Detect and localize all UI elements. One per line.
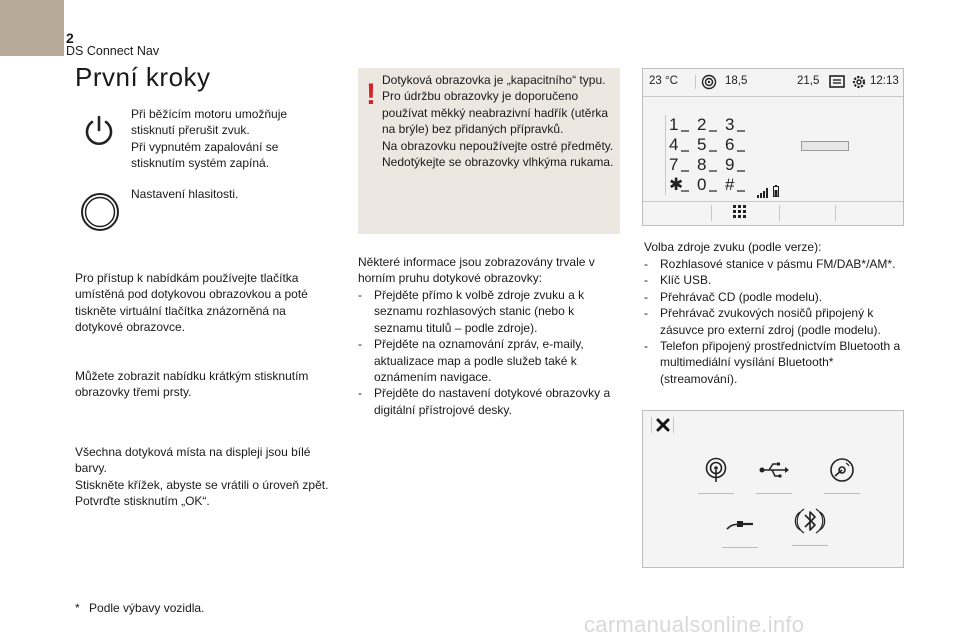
dial-key[interactable]: 0 — [697, 175, 707, 194]
dial-key[interactable]: 5 — [697, 135, 707, 154]
bottom-bar-divider — [711, 205, 712, 221]
cd-icon — [825, 453, 859, 487]
status-divider — [695, 75, 696, 89]
dial-key[interactable]: 4 — [669, 135, 679, 154]
dial-key[interactable]: 9 — [725, 155, 735, 174]
source-cd[interactable] — [821, 453, 863, 497]
page-title: První kroky — [75, 62, 211, 92]
list-item: - Rozhlasové stanice v pásmu FM/DAB*/AM*. — [644, 256, 906, 272]
volume-text: Nastavení hlasitosti. — [131, 187, 239, 201]
battery-icon — [773, 184, 779, 196]
temperature-left[interactable]: 23 °C — [649, 75, 678, 87]
source-underline — [756, 493, 792, 494]
header-divider — [673, 417, 674, 433]
source-underline — [824, 493, 860, 494]
dial-key[interactable]: 6 — [725, 135, 735, 154]
list-item: - Přehrávač CD (podle modelu). — [644, 289, 906, 305]
page-number: 2 — [66, 30, 74, 46]
dial-key[interactable]: 8 — [697, 155, 707, 174]
number-display-field[interactable] — [801, 141, 849, 151]
aux-jack-icon — [723, 507, 757, 541]
signal-strength-icon — [757, 185, 769, 195]
audio-source-list — [644, 256, 906, 387]
bottom-bar-divider — [779, 205, 780, 221]
source-bluetooth[interactable] — [789, 501, 831, 551]
settings-icon[interactable] — [851, 74, 867, 90]
footnote-mark: * — [75, 601, 80, 615]
top-bar-info-list — [358, 287, 626, 418]
footnote-text: Podle výbavy vozidla. — [89, 601, 205, 615]
list-item: - Telefon připojený prostřednictvím Bluetooth a multimediální vysílání Bluetooth* (streamování). — [644, 338, 906, 387]
header-divider — [651, 417, 652, 433]
source-underline — [792, 545, 828, 546]
keypad-underscores — [681, 130, 765, 210]
radio-frequency: 18,5 — [725, 75, 748, 87]
list-item: - Přejděte do nastavení dotykové obrazovky a digitální přístrojové desky. — [358, 385, 626, 418]
usb-icon — [757, 453, 791, 487]
radio-source-icon — [699, 453, 733, 487]
section-title: DS Connect Nav — [66, 44, 160, 58]
dial-key[interactable]: # — [725, 175, 735, 194]
messages-icon[interactable] — [829, 75, 845, 89]
list-item: - Přehrávač zvukových nosičů připojený k zásuvce pro externí zdroj (podle modelu). — [644, 305, 906, 338]
close-icon[interactable] — [656, 418, 670, 432]
radio-icon[interactable] — [701, 74, 717, 90]
power-text: Při běžícím motoru umožňuje stisknutí přerušit zvuk. Při vypnutém zapalování se stisknutím systém zapíná. — [131, 107, 288, 171]
temperature-right[interactable]: 21,5 — [797, 75, 820, 87]
audio-source-intro: Volba zdroje zvuku (podle verze): — [644, 240, 822, 254]
bluetooth-streaming-icon — [793, 501, 827, 541]
watermark: carmanualsonline.info — [584, 612, 805, 637]
status-bar-line — [643, 96, 903, 97]
source-usb[interactable] — [753, 453, 795, 497]
bottom-bar-divider — [835, 205, 836, 221]
clock: 12:13 — [870, 75, 899, 87]
three-finger-text: Můžete zobrazit nabídku krátkým stisknutím obrazovky třemi prsty. — [75, 369, 309, 400]
top-bar-info-intro: Některé informace jsou zobrazovány trvale v horním pruhu dotykové obrazovky: — [358, 255, 595, 286]
touchscreen-phone-illustration — [642, 68, 904, 226]
source-radio[interactable] — [695, 453, 737, 497]
dial-key[interactable]: 1 — [669, 115, 679, 134]
warning-text: Dotyková obrazovka je „kapacitního“ typu. Pro údržbu obrazovky je doporučeno používat měkký neabrazivní hadřík (utěrka na brýle) bez přidaných přípravků. Na obrazovku nepoužívejte ostré předměty. Nedotýkejte se obrazovky vlhkýma rukama. — [382, 73, 614, 170]
source-underline — [722, 547, 758, 548]
dial-key[interactable]: 7 — [669, 155, 679, 174]
page-tab-marker — [0, 0, 64, 56]
keypad-divider — [665, 115, 666, 195]
list-item: - Klíč USB. — [644, 272, 906, 288]
dial-key[interactable]: 2 — [697, 115, 707, 134]
source-underline — [698, 493, 734, 494]
footnote — [75, 600, 325, 616]
touch-zones-text: Všechna dotyková místa na displeji jsou bílé barvy. Stiskněte křížek, abyste se vrátili o úroveň zpět. Potvrďte stisknutím „OK“. — [75, 445, 329, 509]
dial-key[interactable]: 3 — [725, 115, 735, 134]
dial-pad-icon[interactable] — [733, 205, 747, 221]
list-item: - Přejděte na oznamování zpráv, e-maily, aktualizace map a podle služeb také k oznámením navigace. — [358, 336, 626, 385]
power-icon — [82, 114, 116, 148]
warning-icon: ! — [366, 78, 376, 111]
volume-knob-icon — [80, 192, 120, 232]
source-aux[interactable] — [719, 507, 761, 551]
menu-access-text: Pro přístup k nabídkám používejte tlačítka umístěná pod dotykovou obrazovkou a poté tiskněte virtuální tlačítka znázorněná na dotykové obrazovce. — [75, 271, 308, 335]
list-item: - Přejděte přímo k volbě zdroje zvuku a k seznamu rozhlasových stanic (nebo k seznamu titulů – podle zdroje). — [358, 287, 626, 336]
dial-key[interactable]: ✱ — [669, 175, 684, 194]
touchscreen-source-illustration — [642, 410, 904, 568]
bottom-bar-line — [643, 201, 903, 202]
